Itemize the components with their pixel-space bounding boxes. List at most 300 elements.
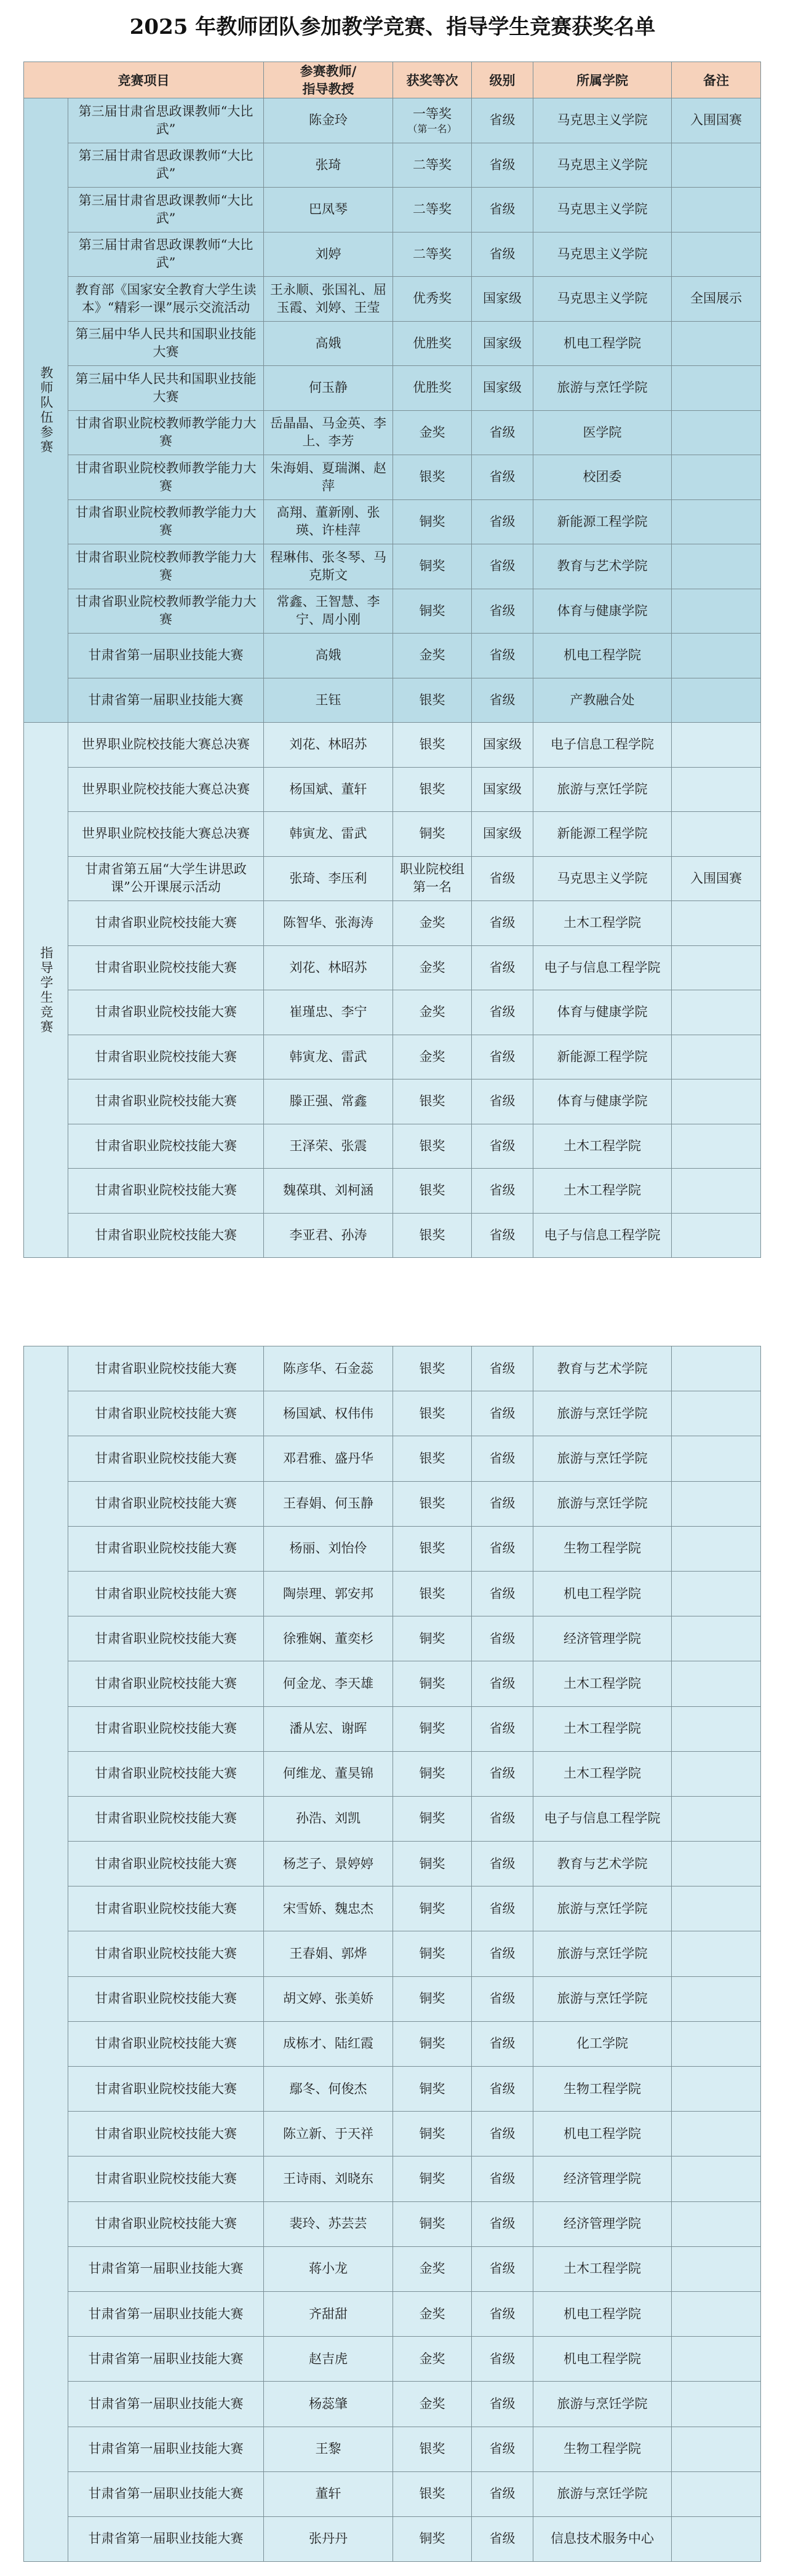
level-cell: 省级	[472, 188, 533, 233]
note-cell	[672, 2516, 761, 2561]
table-row	[24, 1706, 761, 1751]
college-cell: 化工学院	[533, 2021, 672, 2066]
level-cell: 省级	[472, 2021, 533, 2066]
note-cell	[672, 1436, 761, 1481]
competition-cell: 第三届甘肃省思政课教师“大比武”	[68, 232, 264, 277]
award-level: 金奖	[419, 915, 445, 931]
competition-cell: 甘肃省职业院校技能大赛	[68, 901, 264, 946]
teacher-cell: 陈立新、于天祥	[264, 2112, 393, 2157]
table-row	[24, 1661, 761, 1706]
teacher-cell: 陶崇理、郭安邦	[264, 1571, 393, 1616]
table-row	[24, 499, 761, 544]
teacher-cell: 王诗雨、刘晓东	[264, 2157, 393, 2201]
level-cell: 国家级	[472, 277, 533, 322]
note-cell	[672, 1391, 761, 1436]
competition-cell: 甘肃省职业院校技能大赛	[68, 1526, 264, 1571]
table-row	[24, 1079, 761, 1124]
award-cell	[393, 1169, 472, 1214]
note-cell	[672, 589, 761, 634]
award-level: 优胜奖	[413, 335, 452, 351]
award-cell	[393, 1124, 472, 1169]
college-cell: 旅游与烹饪学院	[533, 1436, 672, 1481]
table-row	[24, 1035, 761, 1079]
award-level: 铜奖	[419, 2081, 445, 2096]
note-cell	[672, 366, 761, 411]
award-cell	[393, 1571, 472, 1616]
note-cell	[672, 2021, 761, 2066]
teacher-cell: 巴凤琴	[264, 188, 393, 233]
teacher-cell: 高娥	[264, 321, 393, 366]
teacher-cell: 齐甜甜	[264, 2291, 393, 2336]
award-level: 铜奖	[419, 1856, 445, 1871]
award-cell	[393, 1886, 472, 1931]
note-cell	[672, 901, 761, 946]
award-cell	[393, 98, 472, 143]
note-cell: 入围国赛	[672, 856, 761, 901]
competition-cell: 甘肃省职业院校技能大赛	[68, 1391, 264, 1436]
award-cell	[393, 1842, 472, 1886]
award-cell	[393, 2246, 472, 2291]
table-row	[24, 188, 761, 233]
award-level: 金奖	[419, 424, 445, 440]
competition-cell: 甘肃省职业院校教师教学能力大赛	[68, 410, 264, 455]
level-cell: 省级	[472, 1571, 533, 1616]
note-cell	[672, 1706, 761, 1751]
table-row	[24, 1571, 761, 1616]
award-level: 铜奖	[419, 826, 445, 841]
note-cell	[672, 990, 761, 1035]
competition-cell: 甘肃省第一届职业技能大赛	[68, 2471, 264, 2516]
award-level: 铜奖	[419, 2216, 445, 2232]
college-cell: 旅游与烹饪学院	[533, 1481, 672, 1526]
level-cell: 省级	[472, 1661, 533, 1706]
level-cell: 省级	[472, 678, 533, 723]
table-row	[24, 634, 761, 678]
award-level: 铜奖	[419, 1991, 445, 2006]
level-cell: 省级	[472, 1886, 533, 1931]
college-cell: 教育与艺术学院	[533, 1346, 672, 1391]
award-cell	[393, 499, 472, 544]
award-cell	[393, 990, 472, 1035]
teacher-cell: 杨芝子、景婷婷	[264, 1842, 393, 1886]
header-award: 获奖等次	[393, 62, 472, 98]
award-level: 铜奖	[419, 2126, 445, 2141]
note-cell	[672, 2382, 761, 2427]
level-cell: 省级	[472, 1976, 533, 2021]
note-cell	[672, 1616, 761, 1661]
teacher-cell: 程琳伟、张冬琴、马克斯文	[264, 544, 393, 589]
teacher-cell: 王永顺、张国礼、屈玉霞、刘婷、王莹	[264, 277, 393, 322]
teacher-cell: 蒋小龙	[264, 2246, 393, 2291]
college-cell: 体育与健康学院	[533, 589, 672, 634]
college-cell: 土木工程学院	[533, 901, 672, 946]
level-cell: 省级	[472, 2382, 533, 2427]
table-row	[24, 990, 761, 1035]
teacher-cell: 王泽荣、张震	[264, 1124, 393, 1169]
award-level: 铜奖	[419, 603, 445, 618]
level-cell: 省级	[472, 1169, 533, 1214]
level-cell: 省级	[472, 990, 533, 1035]
teacher-cell: 张琦	[264, 143, 393, 188]
table-row	[24, 2516, 761, 2561]
competition-cell: 第三届甘肃省思政课教师“大比武”	[68, 143, 264, 188]
award-level: 职业院校组第一名	[400, 862, 464, 895]
level-cell: 省级	[472, 143, 533, 188]
level-cell: 省级	[472, 2337, 533, 2382]
college-cell: 旅游与烹饪学院	[533, 1931, 672, 1976]
note-cell	[672, 2246, 761, 2291]
competition-cell: 甘肃省职业院校技能大赛	[68, 2157, 264, 2201]
award-cell	[393, 901, 472, 946]
award-level: 银奖	[419, 781, 445, 797]
competition-cell: 甘肃省职业院校技能大赛	[68, 1213, 264, 1258]
college-cell: 教育与艺术学院	[533, 1842, 672, 1886]
award-cell	[393, 812, 472, 857]
award-cell	[393, 1436, 472, 1481]
college-cell: 经济管理学院	[533, 2201, 672, 2246]
award-level: 银奖	[419, 1450, 445, 1466]
award-cell	[393, 232, 472, 277]
award-cell	[393, 2291, 472, 2336]
award-cell	[393, 1931, 472, 1976]
competition-cell: 甘肃省职业院校技能大赛	[68, 1976, 264, 2021]
competition-cell: 甘肃省职业院校技能大赛	[68, 2201, 264, 2246]
award-cell	[393, 1661, 472, 1706]
level-cell: 省级	[472, 2471, 533, 2516]
college-cell: 土木工程学院	[533, 1661, 672, 1706]
college-cell: 机电工程学院	[533, 2291, 672, 2336]
table-row	[24, 1976, 761, 2021]
level-cell: 省级	[472, 1706, 533, 1751]
table-row	[24, 1931, 761, 1976]
table-row	[24, 544, 761, 589]
award-level: 二等奖	[413, 202, 452, 217]
teacher-cell: 孙浩、刘凯	[264, 1796, 393, 1841]
table-row	[24, 366, 761, 411]
teacher-cell: 王春娟、何玉静	[264, 1481, 393, 1526]
award-cell	[393, 188, 472, 233]
teacher-cell: 杨国斌、董轩	[264, 767, 393, 812]
note-cell	[672, 321, 761, 366]
award-level: 铜奖	[419, 2171, 445, 2186]
level-cell: 省级	[472, 1079, 533, 1124]
group-label-continued	[24, 1346, 68, 2562]
level-cell: 省级	[472, 2201, 533, 2246]
note-cell	[672, 2471, 761, 2516]
award-cell	[393, 2427, 472, 2471]
competition-cell: 第三届中华人民共和国职业技能大赛	[68, 366, 264, 411]
award-cell	[393, 1616, 472, 1661]
award-level: 银奖	[419, 1586, 445, 1601]
note-cell	[672, 1796, 761, 1841]
level-cell: 省级	[472, 2112, 533, 2157]
award-cell	[393, 1526, 472, 1571]
award-level: 二等奖	[413, 157, 452, 172]
note-cell	[672, 1169, 761, 1214]
table-row	[24, 2246, 761, 2291]
award-level: 铜奖	[419, 1946, 445, 1962]
table-row	[24, 901, 761, 946]
award-cell	[393, 1391, 472, 1436]
college-cell: 教育与艺术学院	[533, 544, 672, 589]
group-label: 指导学生竞赛	[24, 723, 68, 1258]
teacher-cell: 刘花、林昭苏	[264, 723, 393, 768]
award-cell	[393, 1481, 472, 1526]
table-row	[24, 232, 761, 277]
note-cell	[672, 1842, 761, 1886]
competition-cell: 甘肃省职业院校教师教学能力大赛	[68, 499, 264, 544]
table-row	[24, 1886, 761, 1931]
college-cell: 新能源工程学院	[533, 1035, 672, 1079]
teacher-cell: 王春娟、郭烨	[264, 1931, 393, 1976]
note-cell	[672, 410, 761, 455]
level-cell: 省级	[472, 1213, 533, 1258]
competition-cell: 甘肃省职业院校技能大赛	[68, 1169, 264, 1214]
competition-cell: 甘肃省第一届职业技能大赛	[68, 2427, 264, 2471]
college-cell: 旅游与烹饪学院	[533, 1886, 672, 1931]
award-level: 银奖	[419, 2441, 445, 2457]
header-teacher: 参赛教师/ 指导教授	[264, 62, 393, 98]
award-level: 银奖	[419, 1405, 445, 1421]
competition-cell: 甘肃省职业院校技能大赛	[68, 1931, 264, 1976]
competition-cell: 甘肃省职业院校教师教学能力大赛	[68, 455, 264, 500]
competition-cell: 甘肃省职业院校技能大赛	[68, 1886, 264, 1931]
college-cell: 马克思主义学院	[533, 856, 672, 901]
note-cell: 全国展示	[672, 277, 761, 322]
note-cell	[672, 2112, 761, 2157]
level-cell: 国家级	[472, 723, 533, 768]
table-row	[24, 1391, 761, 1436]
level-cell: 省级	[472, 2067, 533, 2112]
award-cell	[393, 1035, 472, 1079]
note-cell	[672, 812, 761, 857]
award-level: 金奖	[419, 2351, 445, 2366]
competition-cell: 世界职业院校技能大赛总决赛	[68, 812, 264, 857]
level-cell: 省级	[472, 98, 533, 143]
table-row	[24, 678, 761, 723]
teacher-cell: 邓君雅、盛丹华	[264, 1436, 393, 1481]
note-cell	[672, 2201, 761, 2246]
teacher-cell: 李亚君、孙涛	[264, 1213, 393, 1258]
table-row	[24, 2291, 761, 2336]
competition-cell: 甘肃省第一届职业技能大赛	[68, 678, 264, 723]
note-cell	[672, 723, 761, 768]
level-cell: 省级	[472, 2246, 533, 2291]
level-cell: 省级	[472, 1616, 533, 1661]
competition-cell: 世界职业院校技能大赛总决赛	[68, 767, 264, 812]
note-cell	[672, 1661, 761, 1706]
table-row	[24, 1169, 761, 1214]
level-cell: 省级	[472, 1751, 533, 1796]
college-cell: 产教融合处	[533, 678, 672, 723]
note-cell	[672, 188, 761, 233]
award-cell	[393, 2471, 472, 2516]
table-row	[24, 2382, 761, 2427]
note-cell	[672, 2067, 761, 2112]
note-cell	[672, 1931, 761, 1976]
award-cell	[393, 678, 472, 723]
table-row	[24, 1213, 761, 1258]
award-level: 金奖	[419, 1049, 445, 1064]
teacher-cell: 潘从宏、谢晖	[264, 1706, 393, 1751]
competition-cell: 甘肃省职业院校技能大赛	[68, 1124, 264, 1169]
table-row	[24, 856, 761, 901]
table-row	[24, 2337, 761, 2382]
competition-cell: 甘肃省职业院校技能大赛	[68, 1436, 264, 1481]
note-cell	[672, 945, 761, 990]
award-level: 金奖	[419, 960, 445, 975]
competition-cell: 甘肃省职业院校技能大赛	[68, 990, 264, 1035]
note-cell	[672, 678, 761, 723]
note-cell	[672, 1346, 761, 1391]
competition-cell: 甘肃省第一届职业技能大赛	[68, 2382, 264, 2427]
competition-cell: 甘肃省职业院校技能大赛	[68, 1346, 264, 1391]
award-cell	[393, 2112, 472, 2157]
table-row	[24, 277, 761, 322]
table-row	[24, 2112, 761, 2157]
college-cell: 旅游与烹饪学院	[533, 366, 672, 411]
table-row	[24, 410, 761, 455]
note-cell	[672, 2157, 761, 2201]
competition-cell: 第三届甘肃省思政课教师“大比武”	[68, 188, 264, 233]
award-cell	[393, 2382, 472, 2427]
level-cell: 省级	[472, 1481, 533, 1526]
level-cell: 省级	[472, 2291, 533, 2336]
competition-cell: 世界职业院校技能大赛总决赛	[68, 723, 264, 768]
college-cell: 马克思主义学院	[533, 232, 672, 277]
competition-cell: 甘肃省职业院校技能大赛	[68, 1661, 264, 1706]
table-row	[24, 812, 761, 857]
college-cell: 电子信息工程学院	[533, 723, 672, 768]
teacher-cell: 裴玲、苏芸芸	[264, 2201, 393, 2246]
college-cell: 机电工程学院	[533, 2112, 672, 2157]
college-cell: 生物工程学院	[533, 2067, 672, 2112]
college-cell: 旅游与烹饪学院	[533, 1391, 672, 1436]
award-level: 铜奖	[419, 1721, 445, 1736]
awards-table	[23, 62, 761, 1258]
teacher-cell: 朱海娟、夏瑞渊、赵萍	[264, 455, 393, 500]
college-cell: 土木工程学院	[533, 2246, 672, 2291]
table-row	[24, 1481, 761, 1526]
teacher-cell: 宋雪娇、魏忠杰	[264, 1886, 393, 1931]
award-level: 金奖	[419, 2306, 445, 2321]
award-level: 铜奖	[419, 1766, 445, 1781]
teacher-cell: 陈金玲	[264, 98, 393, 143]
award-level: 铜奖	[419, 2531, 445, 2546]
table-row	[24, 321, 761, 366]
award-level: 银奖	[419, 692, 445, 707]
teacher-cell: 崔瑾忠、李宁	[264, 990, 393, 1035]
level-cell: 省级	[472, 945, 533, 990]
note-cell	[672, 499, 761, 544]
table-row	[24, 945, 761, 990]
award-cell	[393, 634, 472, 678]
teacher-cell: 杨丽、刘怡伶	[264, 1526, 393, 1571]
award-cell	[393, 366, 472, 411]
note-cell	[672, 2337, 761, 2382]
college-cell: 电子与信息工程学院	[533, 1213, 672, 1258]
teacher-cell: 鄢冬、何俊杰	[264, 2067, 393, 2112]
note-cell	[672, 1079, 761, 1124]
table-row	[24, 1751, 761, 1796]
teacher-cell: 陈彦华、石金蕊	[264, 1346, 393, 1391]
award-level: 金奖	[419, 648, 445, 663]
teacher-cell: 高翔、董新刚、张瑛、许桂萍	[264, 499, 393, 544]
note-cell	[672, 1976, 761, 2021]
header-level: 级别	[472, 62, 533, 98]
award-level: 银奖	[419, 1541, 445, 1556]
award-cell	[393, 1346, 472, 1391]
competition-cell: 甘肃省职业院校技能大赛	[68, 2067, 264, 2112]
level-cell: 省级	[472, 499, 533, 544]
competition-cell: 第三届中华人民共和国职业技能大赛	[68, 321, 264, 366]
note-cell	[672, 2427, 761, 2471]
table-row	[24, 2021, 761, 2066]
level-cell: 省级	[472, 1436, 533, 1481]
teacher-cell: 董轩	[264, 2471, 393, 2516]
award-cell	[393, 2157, 472, 2201]
teacher-cell: 徐雅娴、董奕杉	[264, 1616, 393, 1661]
level-cell: 省级	[472, 2516, 533, 2561]
college-cell: 旅游与烹饪学院	[533, 2471, 672, 2516]
teacher-cell: 魏葆琪、刘柯涵	[264, 1169, 393, 1214]
award-cell	[393, 2201, 472, 2246]
level-cell: 国家级	[472, 812, 533, 857]
award-cell	[393, 589, 472, 634]
award-level: 银奖	[419, 1227, 445, 1242]
award-level: 银奖	[419, 1496, 445, 1511]
teacher-cell: 何维龙、董昊锦	[264, 1751, 393, 1796]
competition-cell: 甘肃省职业院校技能大赛	[68, 1079, 264, 1124]
level-cell: 省级	[472, 455, 533, 500]
award-cell	[393, 455, 472, 500]
award-cell	[393, 544, 472, 589]
level-cell: 省级	[472, 1124, 533, 1169]
teacher-cell: 滕正强、常鑫	[264, 1079, 393, 1124]
college-cell: 体育与健康学院	[533, 1079, 672, 1124]
level-cell: 省级	[472, 1796, 533, 1841]
table-row	[24, 1436, 761, 1481]
competition-cell: 甘肃省职业院校教师教学能力大赛	[68, 544, 264, 589]
award-cell	[393, 1079, 472, 1124]
award-level: 金奖	[419, 2396, 445, 2411]
award-level: 铜奖	[419, 1901, 445, 1916]
award-cell	[393, 143, 472, 188]
teacher-cell: 张琦、李压利	[264, 856, 393, 901]
competition-cell: 甘肃省职业院校技能大赛	[68, 1706, 264, 1751]
award-level: 银奖	[419, 469, 445, 485]
note-cell	[672, 1526, 761, 1571]
competition-cell: 甘肃省第一届职业技能大赛	[68, 2516, 264, 2561]
competition-cell: 甘肃省第一届职业技能大赛	[68, 2291, 264, 2336]
table-row	[24, 2427, 761, 2471]
college-cell: 新能源工程学院	[533, 499, 672, 544]
note-cell	[672, 1035, 761, 1079]
award-cell	[393, 2067, 472, 2112]
college-cell: 马克思主义学院	[533, 277, 672, 322]
page-title: 2025 年教师团队参加教学竞赛、指导学生竞赛获奖名单	[129, 15, 656, 39]
teacher-cell: 王钰	[264, 678, 393, 723]
award-level: 铜奖	[419, 559, 445, 574]
teacher-cell: 韩寅龙、雷武	[264, 1035, 393, 1079]
teacher-cell: 杨国斌、权伟伟	[264, 1391, 393, 1436]
note-cell	[672, 232, 761, 277]
note-cell	[672, 143, 761, 188]
note-cell	[672, 767, 761, 812]
award-cell	[393, 945, 472, 990]
award-level: 铜奖	[419, 514, 445, 529]
level-cell: 省级	[472, 410, 533, 455]
